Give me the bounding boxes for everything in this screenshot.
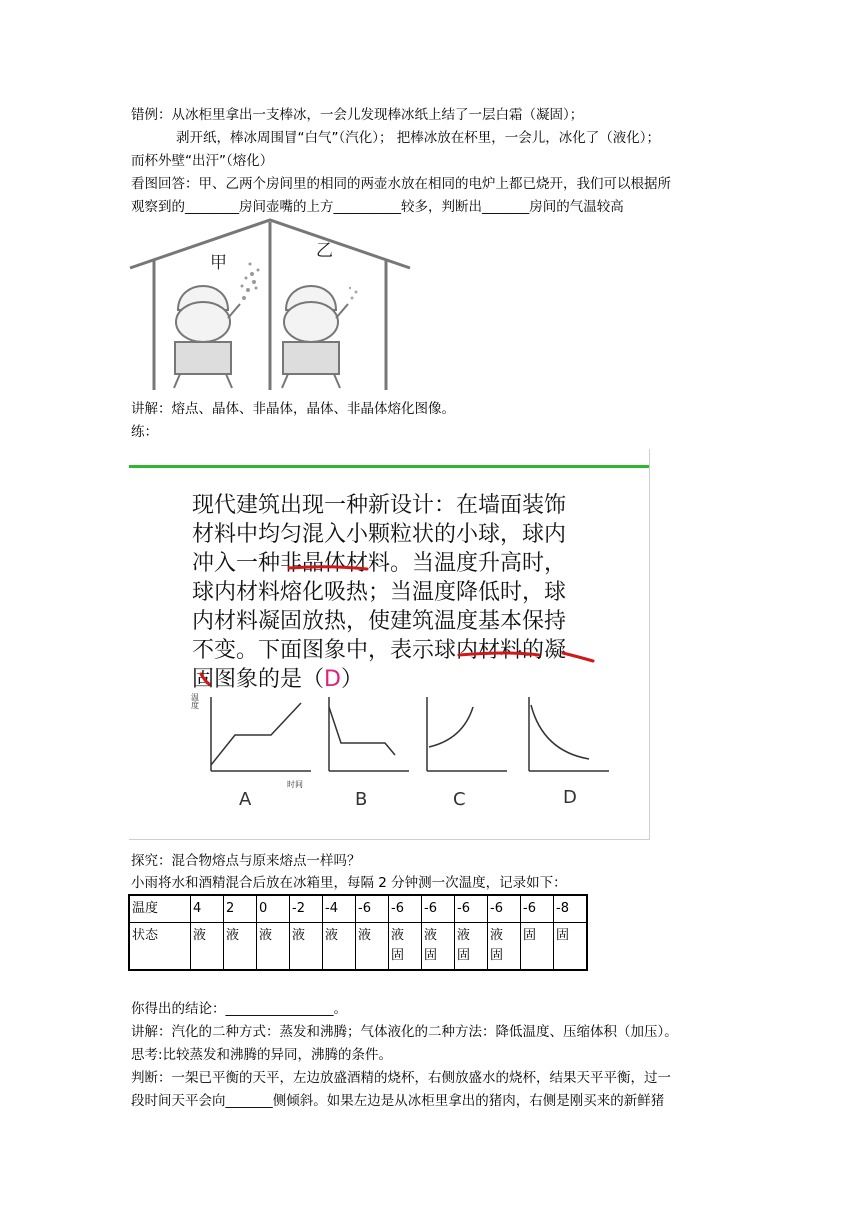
answer-letter: D bbox=[324, 667, 341, 692]
table-cell: 液 固 bbox=[389, 923, 422, 971]
question-line-1: 现代建筑出现一种新设计：在墙面装饰 bbox=[192, 493, 567, 518]
question-line-7: 固图象的是（D） bbox=[192, 667, 363, 692]
table-cell: -6 bbox=[488, 895, 521, 923]
table-cell: 液 bbox=[323, 923, 356, 971]
table-cell: -8 bbox=[554, 895, 588, 923]
question-line-5: 内材料凝固放热，使建筑温度基本保持 bbox=[192, 609, 567, 634]
table-cell: -4 bbox=[323, 895, 356, 923]
table-cell: -6 bbox=[455, 895, 488, 923]
room-label-left: 甲 bbox=[210, 253, 227, 273]
table-cell: 0 bbox=[257, 895, 290, 923]
question-line-2: 材料中均匀混入小颗粒状的小球，球内 bbox=[192, 522, 567, 547]
line-4: 看图回答：甲、乙两个房间里的相同的两壶水放在相同的电炉上都已烧开，我们可以根据所 bbox=[131, 176, 671, 192]
graphs bbox=[129, 685, 649, 815]
line-12: 思考:比较蒸发和沸腾的异同，沸腾的条件。 bbox=[131, 1047, 393, 1063]
table-cell: -6 bbox=[389, 895, 422, 923]
temperature-table bbox=[128, 894, 588, 971]
line-13: 判断：一架已平衡的天平，左边放盛酒精的烧杯，右侧放盛水的烧杯，结果天平平衡，过一 bbox=[131, 1070, 671, 1086]
table-cell: 液 bbox=[356, 923, 389, 971]
table-cell: 液 bbox=[257, 923, 290, 971]
graph-label-d: D bbox=[563, 787, 577, 808]
x-axis-label: 时间 bbox=[287, 780, 303, 789]
graph-label-a: A bbox=[239, 789, 252, 810]
line-11: 讲解：汽化的二种方式：蒸发和沸腾；气体液化的二种方法：降低温度、压缩体积（加压）。 bbox=[131, 1024, 678, 1040]
y-axis-label: 温度 bbox=[190, 693, 200, 709]
table-row-temperature bbox=[129, 895, 587, 923]
question-line-4: 球内材料熔化吸热；当温度降低时，球 bbox=[192, 580, 567, 605]
question-line-3: 冲入一种非晶体材料。当温度升高时， bbox=[192, 551, 567, 576]
table-cell: 液 固 bbox=[488, 923, 521, 971]
line-5: 观察到的________房间壶嘴的上方__________较多，判断出_______房间的气温较高 bbox=[131, 199, 624, 215]
table-cell: 固 bbox=[554, 923, 588, 971]
table-cell: 液 bbox=[224, 923, 257, 971]
line-10: 你得出的结论：________________。 bbox=[131, 1001, 347, 1017]
red-underlines bbox=[129, 449, 649, 689]
table-cell: 4 bbox=[191, 895, 224, 923]
table-cell: 液 固 bbox=[422, 923, 455, 971]
table-row-state bbox=[129, 923, 587, 971]
graph-label-c: C bbox=[453, 789, 466, 810]
line-1: 错例：从冰柜里拿出一支棒冰，一会儿发现棒冰纸上结了一层白霜（凝固）； bbox=[131, 107, 584, 123]
table-cell: -6 bbox=[356, 895, 389, 923]
table-cell: 液 固 bbox=[455, 923, 488, 971]
table-cell: 2 bbox=[224, 895, 257, 923]
line-14: 段时间天平会向_______侧倾斜。如果左边是从冰柜里拿出的猪肉，右侧是刚买来的新鲜猪 bbox=[131, 1093, 665, 1109]
table-cell: 液 bbox=[191, 923, 224, 971]
line-6: 讲解：熔点、晶体、非晶体，晶体、非晶体熔化图像。 bbox=[131, 401, 455, 417]
table-cell: -6 bbox=[521, 895, 554, 923]
table-cell: 固 bbox=[521, 923, 554, 971]
line-3: 而杯外壁“出汗”（熔化） bbox=[131, 153, 274, 169]
state-header: 状态 bbox=[129, 923, 191, 971]
left-steam bbox=[241, 263, 260, 301]
line-8: 探究：混合物熔点与原来熔点一样吗？ bbox=[131, 853, 361, 869]
question-line-6: 不变。下面图象中，表示球内材料的凝 bbox=[192, 638, 567, 663]
table-cell: 液 bbox=[290, 923, 323, 971]
line-7: 练： bbox=[131, 424, 158, 440]
house-illustration bbox=[128, 218, 413, 393]
line-2: 剥开纸，棒冰周围冒“白气”（汽化）； 把棒冰放在杯里，一会儿，冰化了（液化）； bbox=[176, 130, 661, 146]
right-steam bbox=[349, 287, 358, 300]
exercise-slide bbox=[129, 449, 650, 840]
left-kettle bbox=[174, 286, 240, 388]
right-kettle bbox=[282, 286, 348, 388]
table-cell: -6 bbox=[422, 895, 455, 923]
graph-label-b: B bbox=[355, 789, 368, 810]
line-9: 小雨将水和酒精混合后放在冰箱里，每隔 2 分钟测一次温度，记录如下： bbox=[131, 875, 567, 891]
table-cell: -2 bbox=[290, 895, 323, 923]
room-label-right: 乙 bbox=[316, 241, 333, 261]
temp-header: 温度 bbox=[129, 895, 191, 923]
